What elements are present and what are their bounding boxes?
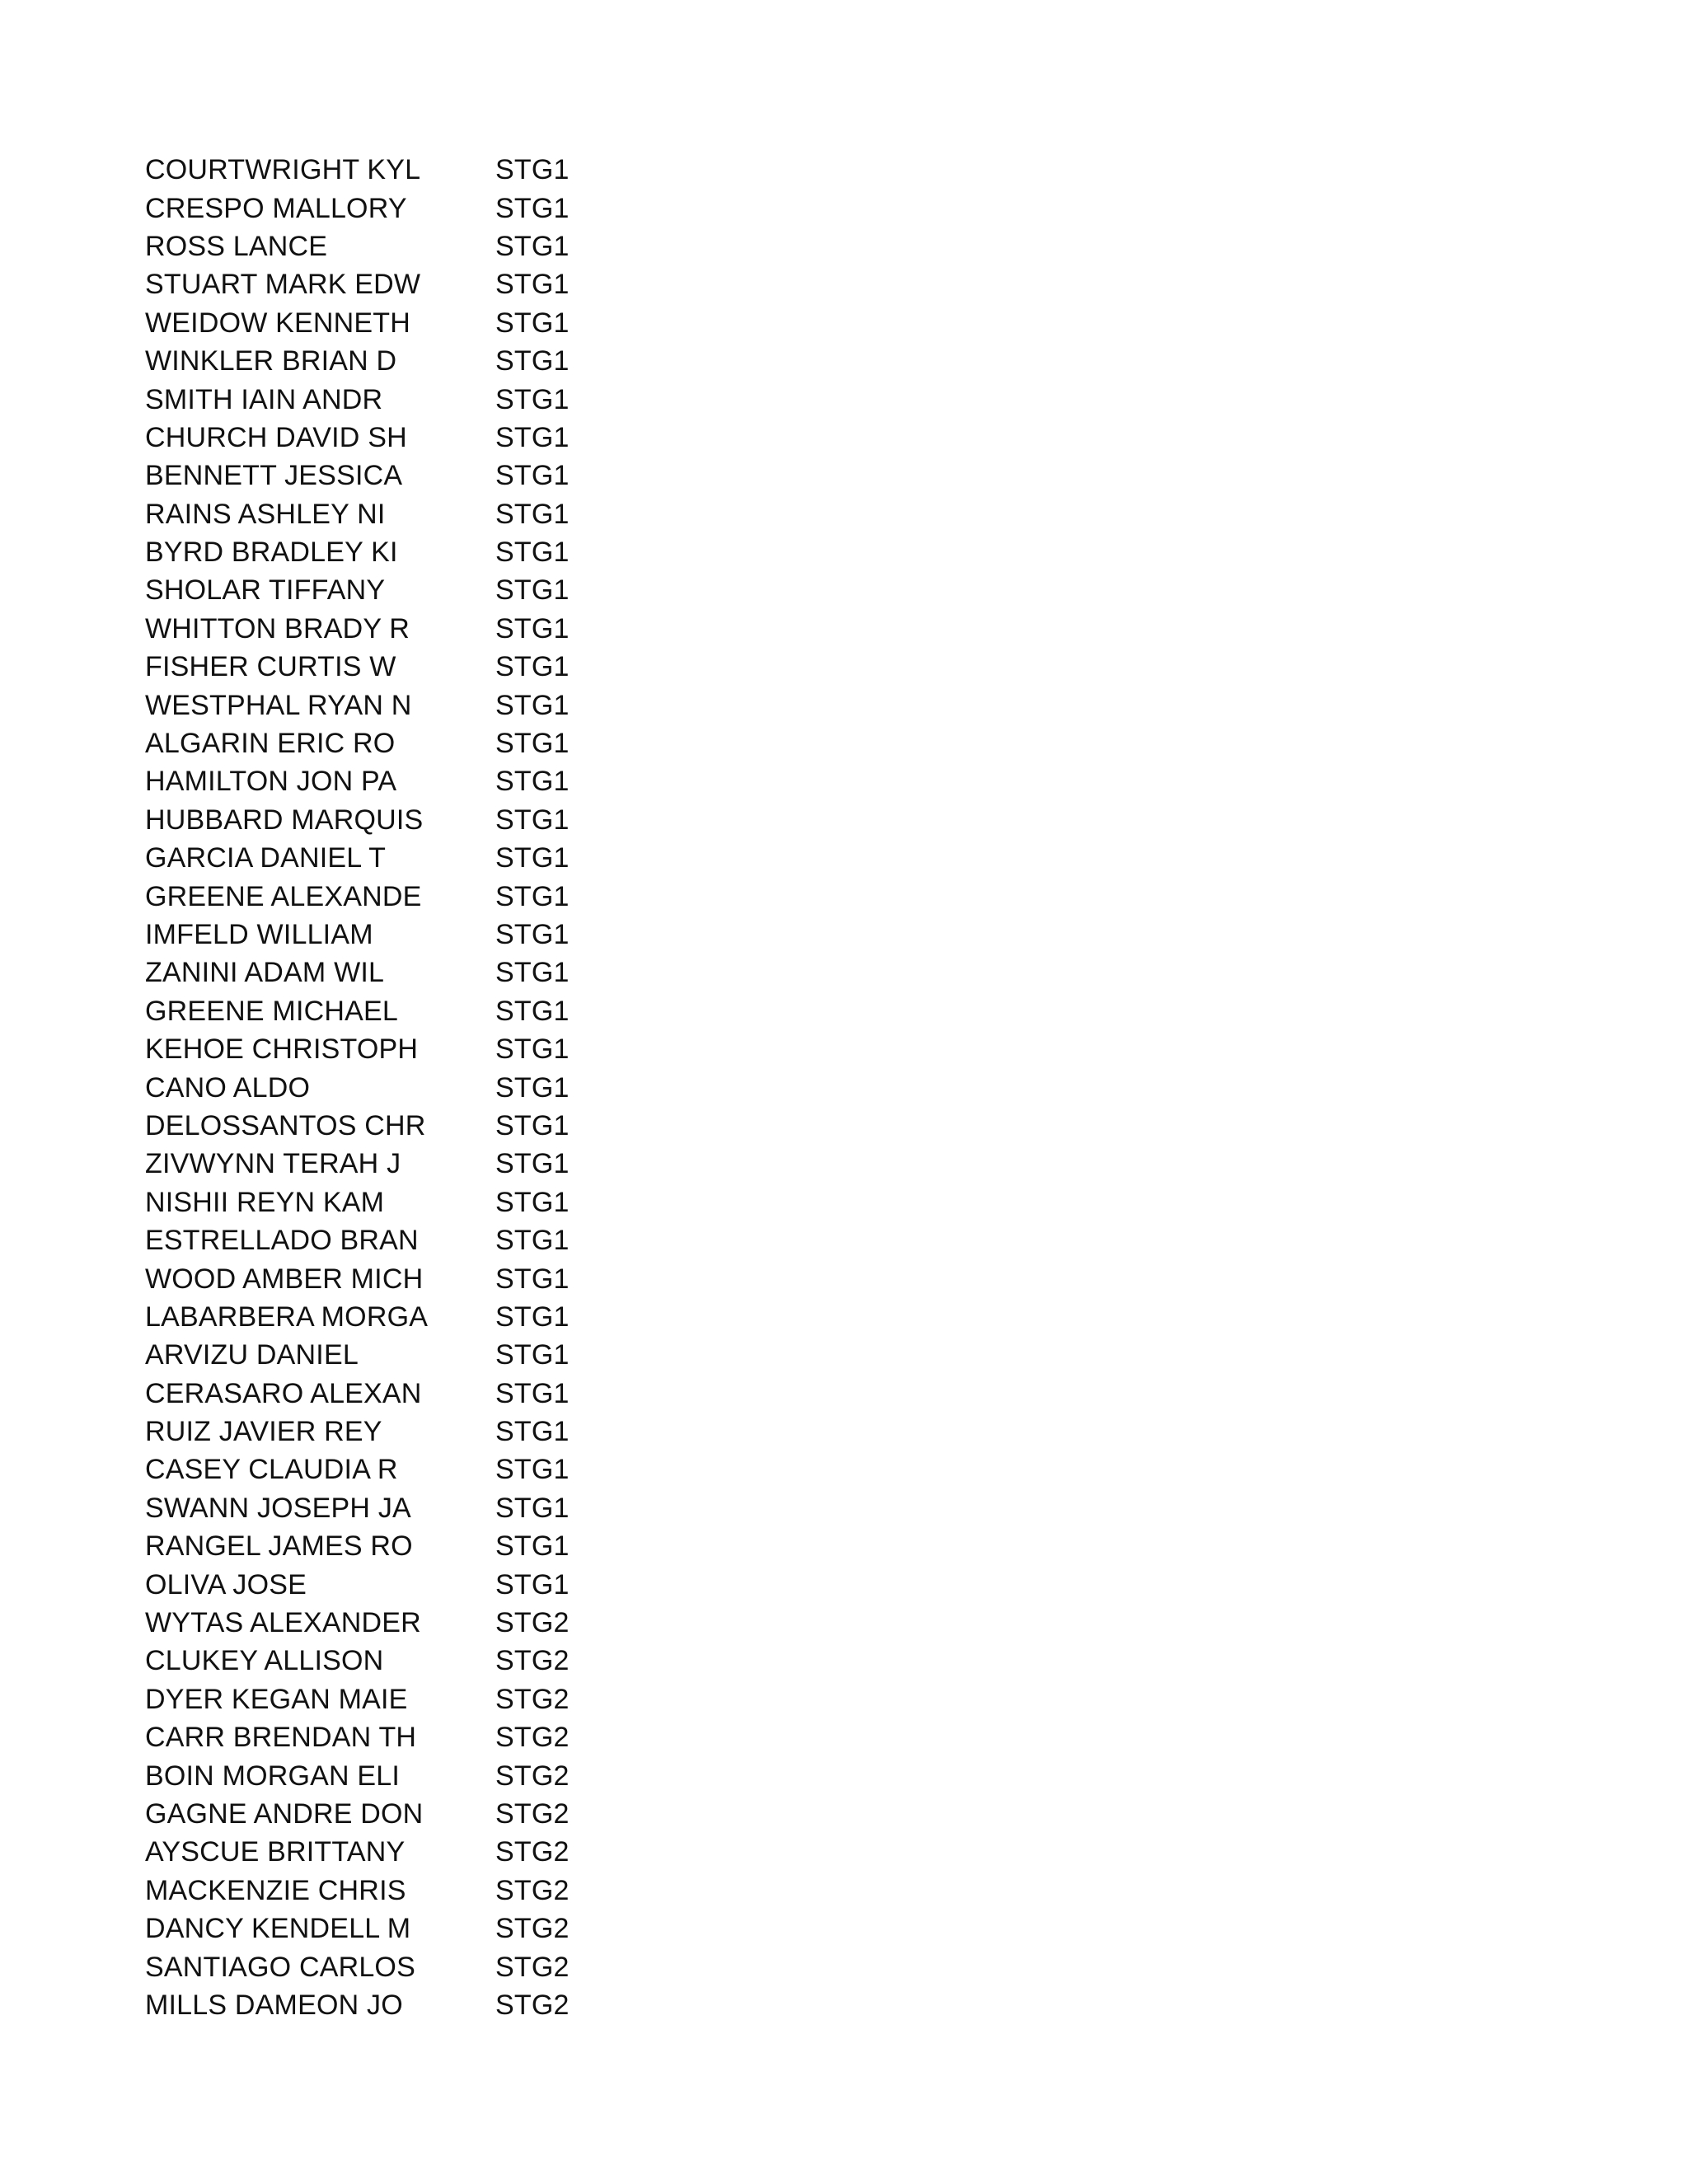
list-item	[145, 1680, 722, 1718]
stage-code: STG2	[495, 1836, 570, 1868]
list-item	[145, 189, 722, 227]
list-item	[145, 1107, 722, 1145]
list-item	[145, 648, 722, 686]
stage-code: STG1	[495, 1148, 570, 1180]
person-name: HAMILTON JON PA	[145, 766, 397, 798]
stage-code: STG1	[495, 1416, 570, 1448]
stage-code: STG1	[495, 612, 570, 644]
person-name: CANO ALDO	[145, 1071, 311, 1104]
stage-code: STG1	[495, 919, 570, 950]
person-name: RUIZ JAVIER REY	[145, 1416, 382, 1448]
list-item	[145, 610, 722, 648]
person-name: GARCIA DANIEL T	[145, 842, 387, 874]
stage-code: STG2	[495, 1645, 570, 1677]
list-item	[145, 1413, 722, 1451]
list-item	[145, 457, 722, 494]
person-name: DYER KEGAN MAIE	[145, 1683, 408, 1715]
person-name: ARVIZU DANIEL	[145, 1339, 359, 1371]
stage-code: STG1	[495, 842, 570, 874]
person-name: ESTRELLADO BRAN	[145, 1225, 419, 1257]
person-name: CASEY CLAUDIA R	[145, 1454, 398, 1486]
person-name: ROSS LANCE	[145, 230, 328, 262]
person-name: OLIVA JOSE	[145, 1568, 307, 1601]
person-name: WHITTON BRADY R	[145, 612, 410, 644]
stage-code: STG1	[495, 1339, 570, 1371]
person-name: WEIDOW KENNETH	[145, 307, 411, 339]
person-name: DELOSSANTOS CHR	[145, 1109, 426, 1141]
person-name: IMFELD WILLIAM	[145, 919, 373, 950]
stage-code: STG1	[495, 689, 570, 721]
person-name: RAINS ASHLEY NI	[145, 498, 386, 530]
list-item	[145, 1259, 722, 1297]
person-name: KEHOE CHRISTOPH	[145, 1033, 419, 1066]
list-item	[145, 1565, 722, 1603]
stage-code: STG1	[495, 192, 570, 224]
list-item	[145, 724, 722, 762]
list-item	[145, 304, 722, 342]
stage-code: STG1	[495, 574, 570, 607]
list-item	[145, 1642, 722, 1680]
stage-code: STG2	[495, 1913, 570, 1945]
list-item	[145, 1030, 722, 1068]
stage-code: STG2	[495, 1874, 570, 1906]
stage-code: STG1	[495, 1454, 570, 1486]
person-name: RANGEL JAMES RO	[145, 1530, 413, 1563]
list-item	[145, 1872, 722, 1910]
list-item	[145, 342, 722, 380]
stage-code: STG2	[495, 1797, 570, 1830]
stage-code: STG1	[495, 651, 570, 683]
stage-code: STG1	[495, 1263, 570, 1295]
stage-code: STG1	[495, 1568, 570, 1601]
person-name: CERASARO ALEXAN	[145, 1377, 422, 1409]
person-name: ZIVWYNN TERAH J	[145, 1148, 401, 1180]
stage-code: STG1	[495, 537, 570, 569]
list-item	[145, 1947, 722, 1985]
stage-code: STG1	[495, 1492, 570, 1524]
stage-code: STG1	[495, 269, 570, 301]
person-name: DANCY KENDELL M	[145, 1913, 411, 1945]
person-name: CRESPO MALLORY	[145, 192, 407, 224]
stage-code: STG1	[495, 880, 570, 912]
stage-code: STG2	[495, 1951, 570, 1983]
stage-code: STG1	[495, 1033, 570, 1066]
list-item	[145, 839, 722, 877]
stage-code: STG1	[495, 1071, 570, 1104]
list-item	[145, 533, 722, 571]
list-item	[145, 1604, 722, 1642]
stage-code: STG1	[495, 383, 570, 415]
person-name: LABARBERA MORGA	[145, 1301, 429, 1333]
person-name: WESTPHAL RYAN N	[145, 689, 412, 721]
person-name: NISHII REYN KAM	[145, 1186, 385, 1218]
person-name: BYRD BRADLEY KI	[145, 537, 398, 569]
person-name: HUBBARD MARQUIS	[145, 804, 424, 836]
stage-code: STG1	[495, 1377, 570, 1409]
stage-code: STG1	[495, 498, 570, 530]
stage-code: STG2	[495, 1760, 570, 1792]
list-item	[145, 801, 722, 839]
person-name: CLUKEY ALLISON	[145, 1645, 384, 1677]
person-name: GREENE MICHAEL	[145, 995, 398, 1027]
list-item	[145, 1833, 722, 1871]
stage-code: STG1	[495, 154, 570, 186]
person-name: SANTIAGO CARLOS	[145, 1951, 415, 1983]
list-item	[145, 1451, 722, 1488]
stage-code: STG1	[495, 230, 570, 262]
person-name: CARR BRENDAN TH	[145, 1722, 417, 1754]
stage-code: STG2	[495, 1683, 570, 1715]
list-item	[145, 1298, 722, 1336]
list-item	[145, 265, 722, 303]
person-name: MILLS DAMEON JO	[145, 1989, 403, 2021]
person-name: WOOD AMBER MICH	[145, 1263, 424, 1295]
stage-code: STG1	[495, 1225, 570, 1257]
stage-code: STG1	[495, 766, 570, 798]
person-name: ALGARIN ERIC RO	[145, 728, 396, 760]
person-name: SWANN JOSEPH JA	[145, 1492, 411, 1524]
list-item	[145, 1489, 722, 1527]
list-item	[145, 1145, 722, 1183]
list-item	[145, 954, 722, 991]
list-item	[145, 151, 722, 189]
stage-code: STG2	[495, 1989, 570, 2021]
stage-code: STG2	[495, 1722, 570, 1754]
list-item	[145, 1375, 722, 1413]
list-item	[145, 992, 722, 1030]
stage-code: STG1	[495, 1530, 570, 1563]
stage-code: STG1	[495, 957, 570, 989]
stage-code: STG1	[495, 1301, 570, 1333]
list-item	[145, 380, 722, 418]
person-name: SHOLAR TIFFANY	[145, 574, 386, 607]
stage-code: STG1	[495, 995, 570, 1027]
list-item	[145, 1221, 722, 1259]
list-item	[145, 1718, 722, 1756]
list-item	[145, 1756, 722, 1794]
list-item	[145, 1910, 722, 1947]
list-item	[145, 571, 722, 609]
person-name: STUART MARK EDW	[145, 269, 421, 301]
list-item	[145, 916, 722, 954]
list-item	[145, 495, 722, 533]
list-item	[145, 1527, 722, 1565]
person-name: CHURCH DAVID SH	[145, 421, 407, 453]
person-name: FISHER CURTIS W	[145, 651, 396, 683]
person-name: GAGNE ANDRE DON	[145, 1797, 424, 1830]
person-name: MACKENZIE CHRIS	[145, 1874, 406, 1906]
person-name: ZANINI ADAM WIL	[145, 957, 385, 989]
list-item	[145, 1986, 722, 2024]
list-item	[145, 762, 722, 800]
person-name: AYSCUE BRITTANY	[145, 1836, 406, 1868]
person-name: WYTAS ALEXANDER	[145, 1607, 421, 1639]
list-item	[145, 1183, 722, 1221]
stage-code: STG1	[495, 728, 570, 760]
person-name: SMITH IAIN ANDR	[145, 383, 383, 415]
list-item	[145, 686, 722, 724]
list-item	[145, 877, 722, 915]
stage-code: STG1	[495, 307, 570, 339]
stage-code: STG1	[495, 1186, 570, 1218]
person-name: GREENE ALEXANDE	[145, 880, 422, 912]
list-item	[145, 419, 722, 457]
person-name: BENNETT JESSICA	[145, 460, 403, 492]
list-item	[145, 1336, 722, 1374]
stage-code: STG2	[495, 1607, 570, 1639]
stage-code: STG1	[495, 1109, 570, 1141]
stage-code: STG1	[495, 345, 570, 377]
person-name: BOIN MORGAN ELI	[145, 1760, 401, 1792]
list-item	[145, 227, 722, 265]
stage-code: STG1	[495, 804, 570, 836]
person-name: COURTWRIGHT KYL	[145, 154, 421, 186]
list-item	[145, 1068, 722, 1106]
stage-code: STG1	[495, 460, 570, 492]
roster-list	[145, 151, 722, 2024]
person-name: WINKLER BRIAN D	[145, 345, 397, 377]
list-item	[145, 1795, 722, 1833]
stage-code: STG1	[495, 421, 570, 453]
